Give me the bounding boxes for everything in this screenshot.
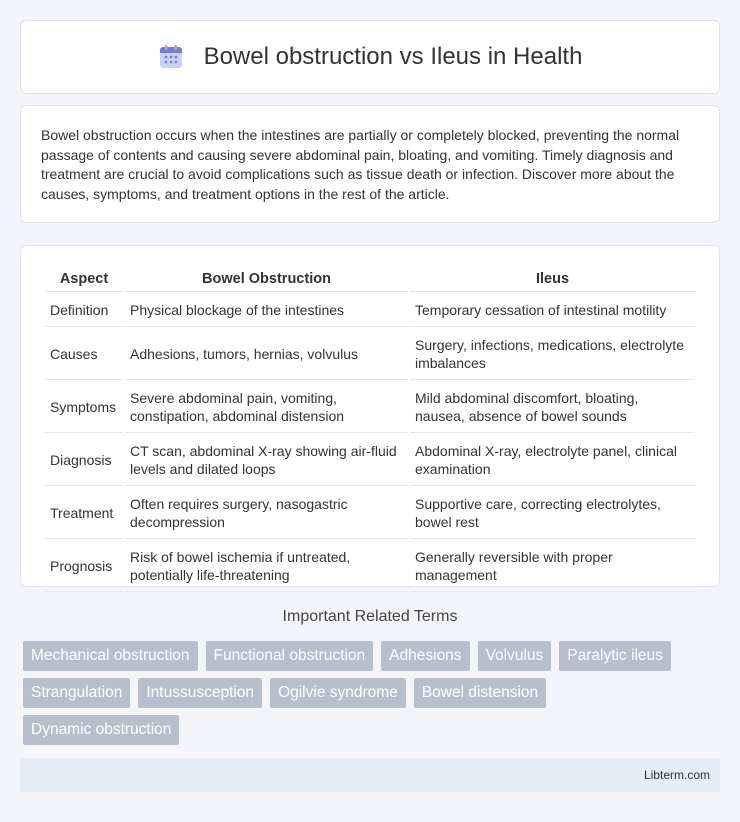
row-bowel-obstruction: Physical blockage of the intestines [125,294,408,327]
comparison-table [43,266,697,594]
comparison-table-card [20,245,720,587]
row-aspect: Prognosis [45,541,123,592]
header-bowel-obstruction: Bowel Obstruction [125,268,408,292]
header-ileus: Ileus [410,268,695,292]
intro-text: Bowel obstruction occurs when the intestines are partially or completely blocked, preventing the normal passage of contents and causing severe abdominal pain, bloating, and vomiting. Timely diagnosis and treatment are crucial to avoid complications such as tissue death or infection. Discover more about the causes, symptoms, and treatment options in the rest of the article. [41,127,680,202]
row-bowel-obstruction: Severe abdominal pain, vomiting, constipation, abdominal distension [125,382,408,433]
footer [20,758,720,792]
row-bowel-obstruction: Risk of bowel ischemia if untreated, potentially life-threatening [125,541,408,592]
tag-volvulus[interactable]: Volvulus [478,641,552,671]
footer-site-link[interactable]: Libterm.com [643,768,710,782]
row-aspect: Definition [45,294,123,327]
row-ileus: Mild abdominal discomfort, bloating, nausea, absence of bowel sounds [410,382,695,433]
row-bowel-obstruction: Adhesions, tumors, hernias, volvulus [125,329,408,380]
table-row [45,382,695,433]
row-ileus: Surgery, infections, medications, electrolyte imbalances [410,329,695,380]
table-row [45,488,695,539]
tag-dynamic-obstruction[interactable]: Dynamic obstruction [23,715,179,745]
tag-functional-obstruction[interactable]: Functional obstruction [206,641,374,671]
table-row [45,435,695,486]
row-ileus: Supportive care, correcting electrolytes, bowel rest [410,488,695,539]
tag-intussusception[interactable]: Intussusception [138,678,262,708]
tag-mechanical-obstruction[interactable]: Mechanical obstruction [23,641,198,671]
row-ileus: Abdominal X-ray, electrolyte panel, clinical examination [410,435,695,486]
table-row [45,329,695,380]
tag-bowel-distension[interactable]: Bowel distension [414,678,546,708]
table-row [45,294,695,327]
table-row [45,541,695,592]
header-card [20,20,720,94]
table-header-row [45,268,695,292]
row-ileus: Temporary cessation of intestinal motility [410,294,695,327]
row-aspect: Causes [45,329,123,380]
intro-card [20,105,720,223]
calendar-icon [158,44,184,70]
tag-adhesions[interactable]: Adhesions [381,641,469,671]
row-ileus: Generally reversible with proper management [410,541,695,592]
header-aspect: Aspect [45,268,123,292]
row-aspect: Diagnosis [45,435,123,486]
row-bowel-obstruction: Often requires surgery, nasogastric decompression [125,488,408,539]
row-aspect: Treatment [45,488,123,539]
row-bowel-obstruction: CT scan, abdominal X-ray showing air-fluid levels and dilated loops [125,435,408,486]
tag-ogilvie-syndrome[interactable]: Ogilvie syndrome [270,678,406,708]
page-title: Bowel obstruction vs Ileus in Health [203,43,583,70]
related-terms-title: Important Related Terms [282,608,458,625]
tag-paralytic-ileus[interactable]: Paralytic ileus [559,641,671,671]
related-terms-list [23,641,703,745]
row-aspect: Symptoms [45,382,123,433]
tag-strangulation[interactable]: Strangulation [23,678,130,708]
